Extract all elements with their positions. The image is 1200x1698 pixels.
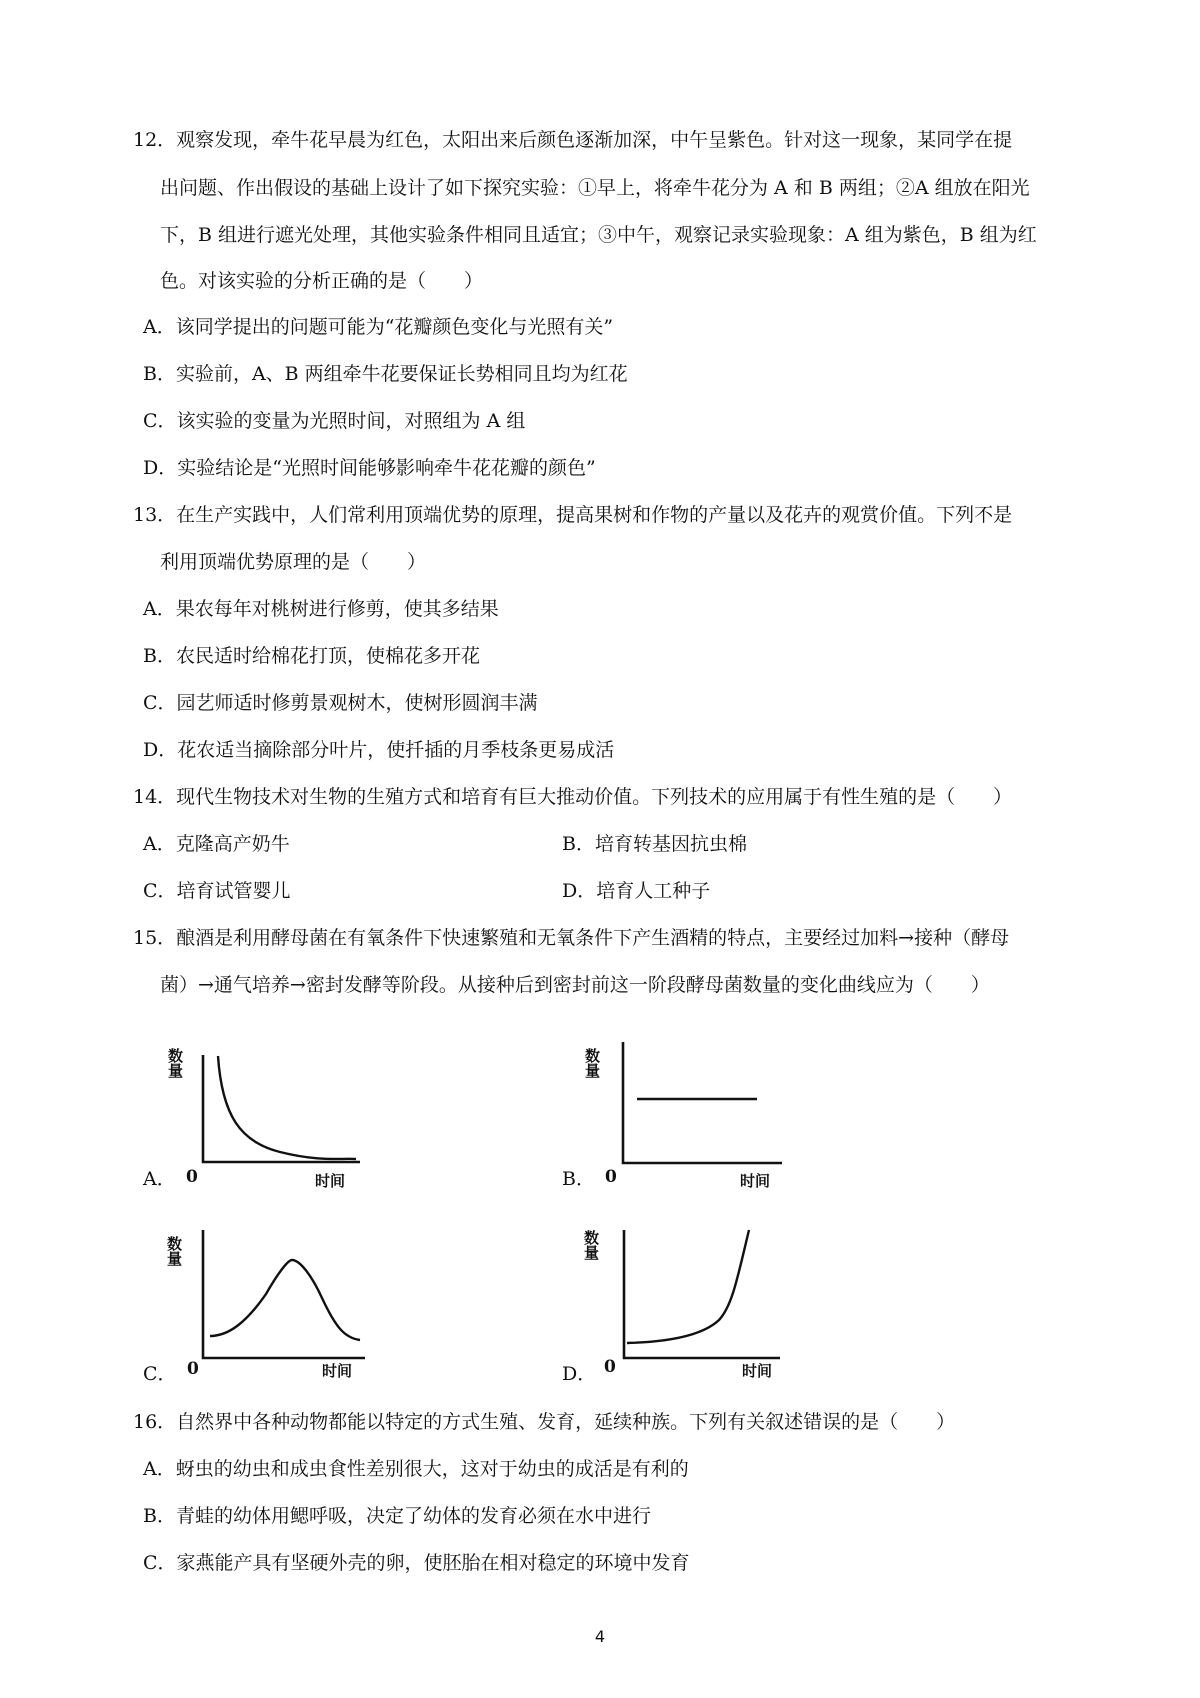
q12-stem-line-3: 下，B 组进行遮光处理，其他实验条件相同且适宜；③中午，观察记录实验现象：A 组为紫色，B 组为红: [160, 224, 1037, 246]
q14-stem-line-1: 14．现代生物技术对生物的生殖方式和培育有巨大推动价值。下列技术的应用属于有性生殖的是（ ）: [133, 786, 1013, 808]
q12-option-d: D．实验结论是“光照时间能够影响牵牛花花瓣的颜色”: [143, 457, 596, 479]
q16-option-a: A．蚜虫的幼虫和成虫食性差别很大，这对于幼虫的成活是有利的: [143, 1458, 689, 1480]
graph-b-letter: B．: [562, 1168, 595, 1190]
graph-d-growth-curve: [582, 1210, 797, 1380]
q12-stem-line-2: 出问题、作出假设的基础上设计了如下探究实验：①早上，将牵牛花分为 A 和 B 两组；②A 组放在阳光: [160, 177, 1030, 199]
graph-b-axes: [623, 1042, 782, 1163]
graph-c-y-label: 数量: [165, 1236, 183, 1266]
q15-stem-line-2: 菌）→通气培养→密封发酵等阶段。从接种后到密封前这一阶段酵母菌数量的变化曲线应为（ ）: [160, 974, 990, 996]
graph-a-curve: [218, 1056, 356, 1159]
graph-d-origin: 0: [604, 1357, 616, 1377]
graph-a-letter: A．: [143, 1168, 176, 1190]
graph-d-curve: [627, 1230, 749, 1343]
q12-stem-line-4: 色。对该实验的分析正确的是（ ）: [160, 270, 484, 292]
graph-b-y-label: 数量: [583, 1048, 601, 1078]
q13-stem-line-1: 13．在生产实践中，人们常利用顶端优势的原理，提高果树和作物的产量以及花卉的观赏价值。下列不是: [133, 504, 1013, 526]
graph-d-letter: D．: [562, 1363, 597, 1385]
q13-option-c: C．园艺师适时修剪景观树木，使树形圆润丰满: [143, 692, 538, 714]
q12-option-c: C．该实验的变量为光照时间，对照组为 A 组: [143, 410, 526, 432]
graph-a-axes: [203, 1055, 360, 1162]
graph-a-origin: 0: [186, 1167, 198, 1187]
graph-d-x-label: 时间: [742, 1362, 773, 1380]
graph-d-axes: [624, 1230, 780, 1358]
graph-c-axes: [203, 1230, 365, 1358]
graph-c-x-label: 时间: [322, 1362, 353, 1380]
q13-stem-line-2: 利用顶端优势原理的是（ ）: [160, 551, 427, 573]
graph-c-curve: [210, 1260, 360, 1340]
q12-option-a: A．该同学提出的问题可能为“花瓣颜色变化与光照有关”: [143, 316, 614, 338]
q14-option-d: D．培育人工种子: [562, 880, 711, 902]
q13-option-b: B．农民适时给棉花打顶，使棉花多开花: [143, 645, 480, 667]
q14-option-a: A．克隆高产奶牛: [143, 833, 290, 855]
q16-option-c: C．家燕能产具有坚硬外壳的卵，使胚胎在相对稳定的环境中发育: [143, 1552, 690, 1574]
q13-option-d: D．花农适当摘除部分叶片，使扦插的月季枝条更易成活: [143, 739, 615, 761]
graph-a-decay-curve: [166, 1020, 370, 1190]
graph-c-bell-curve: [165, 1210, 380, 1380]
q16-stem-line-1: 16．自然界中各种动物都能以特定的方式生殖、发育，延续种族。下列有关叙述错误的是（ ）: [133, 1411, 956, 1433]
graph-b-origin: 0: [605, 1167, 617, 1187]
q12-option-b: B．实验前，A、B 两组牵牛花要保证长势相同且均为红花: [143, 363, 628, 385]
q12-stem-line-1: 12．观察发现，牵牛花早晨为红色，太阳出来后颜色逐渐加深，中午呈紫色。针对这一现象，某同学在提: [133, 129, 1013, 151]
q14-option-b: B．培育转基因抗虫棉: [562, 833, 747, 855]
graph-b-constant-curve: [583, 1020, 797, 1190]
graph-c-origin: 0: [187, 1359, 199, 1379]
graph-d-y-label: 数量: [582, 1230, 600, 1260]
q16-option-b: B．青蛙的幼体用鳃呼吸，决定了幼体的发育必须在水中进行: [143, 1505, 651, 1527]
graph-c-letter: C．: [143, 1363, 177, 1385]
q13-option-a: A．果农每年对桃树进行修剪，使其多结果: [143, 598, 499, 620]
q14-option-c: C．培育试管婴儿: [143, 880, 291, 902]
graph-b-x-label: 时间: [740, 1172, 771, 1190]
graph-a-x-label: 时间: [315, 1172, 346, 1190]
graph-a-y-label: 数量: [166, 1048, 184, 1078]
q15-stem-line-1: 15．酿酒是利用酵母菌在有氧条件下快速繁殖和无氧条件下产生酒精的特点，主要经过加料→接种（酵母: [133, 927, 1010, 949]
page-number: 4: [594, 1627, 606, 1646]
